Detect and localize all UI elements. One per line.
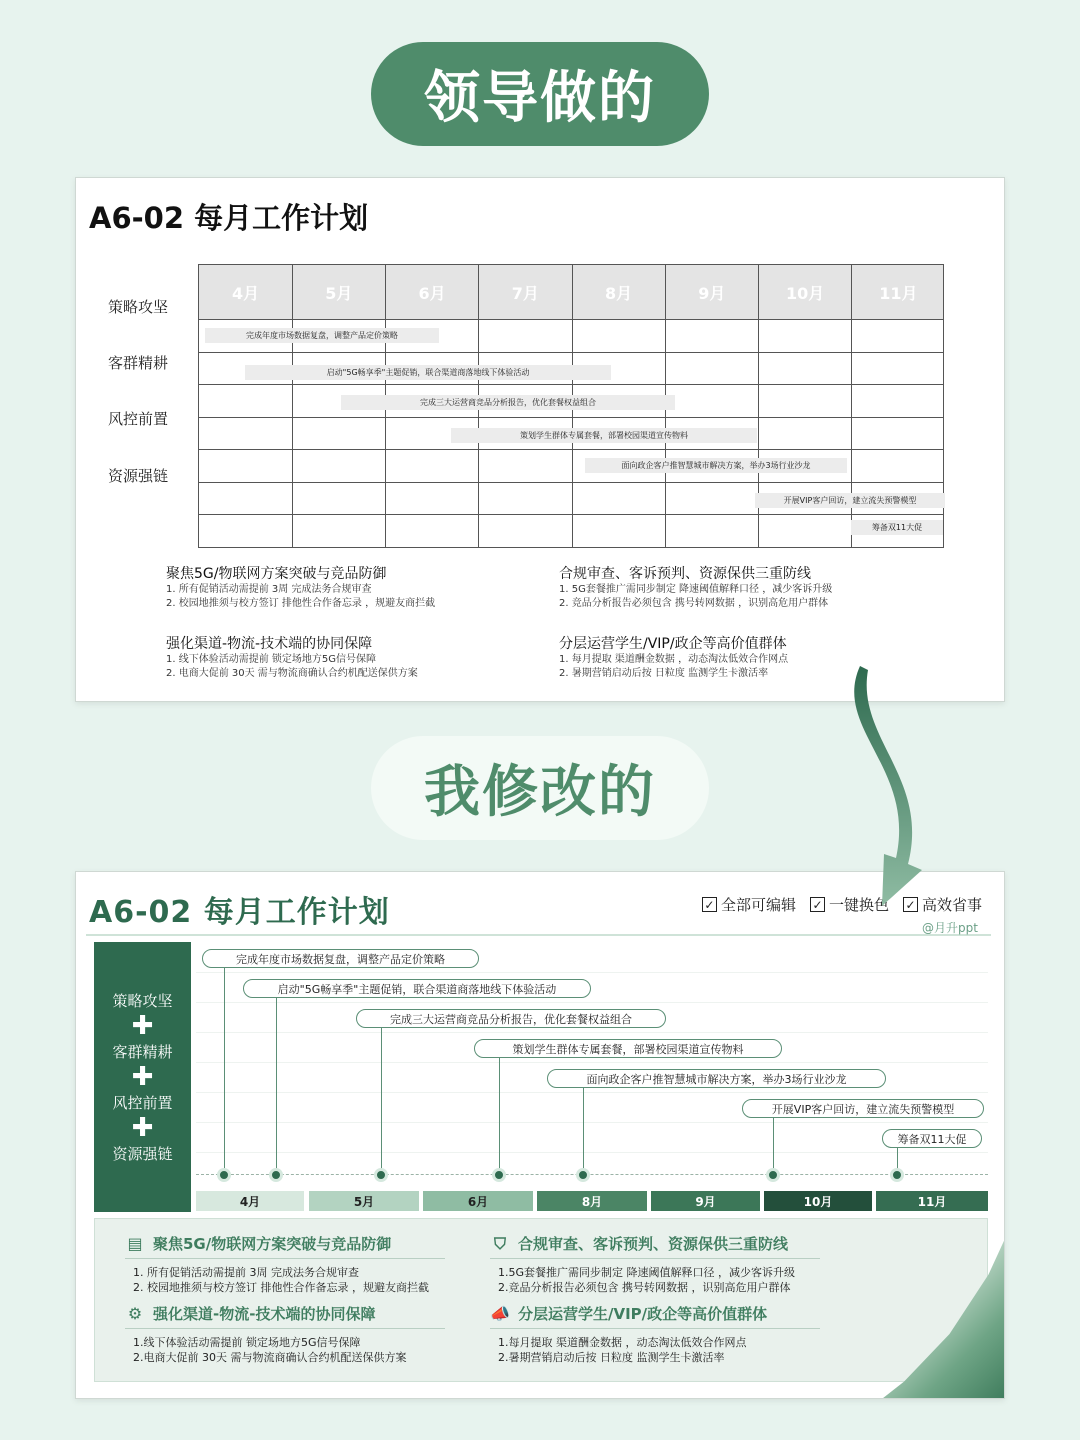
feature-tag-label: 一键换色 <box>828 896 889 914</box>
document-icon: ▤ <box>127 1234 143 1253</box>
checkbox-icon: ✓ <box>810 897 825 912</box>
note-heading: 合规审查、客诉预判、资源保供三重防线 <box>518 1235 789 1253</box>
old-category-2: 客群精耕 <box>108 354 169 372</box>
checkbox-icon: ✓ <box>702 897 717 912</box>
timeline-axis <box>196 1174 988 1175</box>
new-slide-title: A6-02 每月工作计划 <box>89 895 390 930</box>
note-line: 1. 所有促销活动需提前 3周 完成法务合规审查 <box>133 1266 359 1279</box>
note-heading: 分层运营学生/VIP/政企等高价值群体 <box>518 1305 768 1323</box>
old-note-heading: 分层运营学生/VIP/政企等高价值群体 <box>559 636 787 652</box>
note-line: 1.每月提取 渠道酬金数据 ，动态淘汰低效合作网点 <box>498 1336 747 1349</box>
old-category-1: 策略攻坚 <box>108 298 169 316</box>
old-slide-title: A6-02 每月工作计划 <box>89 201 369 235</box>
month-cell-11: 11月 <box>876 1191 988 1211</box>
category-label: 客群精耕 <box>112 1043 173 1061</box>
old-task-bar: 策划学生群体专属套餐，部署校园渠道宣传物料 <box>451 428 757 443</box>
timeline-event: 开展VIP客户回访，建立流失预警模型 <box>742 1099 984 1118</box>
old-month-3: 6月 <box>418 284 446 303</box>
note-section <box>490 1233 820 1295</box>
network-icon: ⚙ <box>127 1304 143 1323</box>
category-label: 风控前置 <box>112 1094 173 1112</box>
timeline-event: 完成年度市场数据复盘，调整产品定价策略 <box>202 949 479 968</box>
original-slide <box>75 177 1005 702</box>
curved-arrow-icon <box>838 658 928 918</box>
old-month-6: 9月 <box>698 284 726 303</box>
month-cell-5: 5月 <box>309 1191 419 1211</box>
feature-tag-label: 高效省事 <box>921 896 982 914</box>
old-note-1 <box>166 563 435 611</box>
leader-label: 领导做的 <box>371 42 709 146</box>
timeline-pin-icon <box>374 1168 388 1182</box>
mine-label: 我修改的 <box>371 736 709 840</box>
old-category-4: 资源强链 <box>108 467 169 485</box>
old-note-line: 1. 5G套餐推广需同步制定 降速阈值解释口径 ，减少客诉升级 <box>559 584 833 595</box>
old-month-1: 4月 <box>232 284 260 303</box>
old-note-line: 1. 线下体验活动需提前 锁定场地方5G信号保障 <box>166 654 377 665</box>
checkbox-icon: ✓ <box>903 897 918 912</box>
note-line: 1.5G套餐推广需同步制定 降速阈值解释口径 ，减少客诉升级 <box>498 1266 796 1279</box>
old-note-line: 2. 暑期营销启动后按 日粒度 监测学生卡激活率 <box>559 668 769 679</box>
old-task-bar: 面向政企客户推智慧城市解决方案，举办3场行业沙龙 <box>585 458 847 473</box>
timeline <box>196 942 988 1212</box>
old-gantt-grid <box>198 264 944 548</box>
timeline-pin-icon <box>217 1168 231 1182</box>
old-note-4 <box>559 633 788 681</box>
old-month-5: 8月 <box>605 284 633 303</box>
title-divider <box>86 934 991 936</box>
old-task-bar: 开展VIP客户回访，建立流失预警模型 <box>755 493 945 508</box>
old-task-bar: 启动"5G畅享季"主题促销，联合渠道商落地线下体验活动 <box>245 365 611 380</box>
old-note-heading: 合规审查、客诉预判、资源保供三重防线 <box>559 566 811 582</box>
old-note-3 <box>166 633 418 681</box>
category-label: 策略攻坚 <box>112 992 173 1010</box>
month-cell-4: 4月 <box>196 1191 304 1211</box>
month-cell-9: 9月 <box>651 1191 760 1211</box>
old-task-bar: 筹备双11大促 <box>851 520 943 535</box>
plus-icon: ✚ <box>131 1011 154 1041</box>
note-section <box>125 1233 445 1295</box>
old-task-bar: 完成三大运营商竞品分析报告，优化套餐权益组合 <box>341 395 675 410</box>
shield-icon: ⛉ <box>493 1233 506 1253</box>
timeline-pin-icon <box>766 1168 780 1182</box>
note-section <box>125 1303 445 1365</box>
timeline-event: 筹备双11大促 <box>882 1129 982 1148</box>
old-note-line: 2. 校园地推须与校方签订 排他性合作备忘录 ，规避友商拦截 <box>166 598 436 609</box>
note-line: 2. 校园地推须与校方签订 排他性合作备忘录 ，规避友商拦截 <box>133 1281 429 1294</box>
old-note-line: 2. 竞品分析报告必须包含 携号转网数据 ，识别高危用户群体 <box>559 598 829 609</box>
redesigned-slide <box>75 871 1005 1399</box>
old-note-line: 1. 所有促销活动需提前 3周 完成法务合规审查 <box>166 584 372 595</box>
note-line: 2.暑期营销启动后按 日粒度 监测学生卡激活率 <box>498 1351 725 1364</box>
month-cell-8: 8月 <box>537 1191 647 1211</box>
old-note-line: 1. 每月提取 渠道酬金数据 ，动态淘汰低效合作网点 <box>559 654 789 665</box>
timeline-event: 策划学生群体专属套餐，部署校园渠道宣传物料 <box>474 1039 782 1058</box>
notes-panel <box>94 1218 988 1382</box>
note-heading: 强化渠道-物流-技术端的协同保障 <box>153 1305 376 1323</box>
note-line: 1.线下体验活动需提前 锁定场地方5G信号保障 <box>133 1336 361 1349</box>
old-note-2 <box>559 563 832 611</box>
old-note-heading: 聚焦5G/物联网方案突破与竞品防御 <box>166 566 387 582</box>
timeline-pin-icon <box>492 1168 506 1182</box>
timeline-pin-icon <box>269 1168 283 1182</box>
feature-tag-label: 全部可编辑 <box>720 896 796 914</box>
timeline-pin-icon <box>890 1168 904 1182</box>
timeline-pin-icon <box>576 1168 590 1182</box>
old-note-line: 2. 电商大促前 30天 需与物流商确认合约机配送保供方案 <box>166 668 418 679</box>
timeline-event: 启动"5G畅享季"主题促销，联合渠道商落地线下体验活动 <box>243 979 591 998</box>
timeline-event: 面向政企客户推智慧城市解决方案，举办3场行业沙龙 <box>547 1069 886 1088</box>
old-month-8: 11月 <box>879 284 918 303</box>
old-note-heading: 强化渠道-物流-技术端的协同保障 <box>166 636 373 652</box>
old-month-4: 7月 <box>511 284 539 303</box>
megaphone-icon: 📣 <box>490 1304 510 1323</box>
note-heading: 聚焦5G/物联网方案突破与竞品防御 <box>153 1235 392 1253</box>
category-label: 资源强链 <box>112 1145 173 1163</box>
feature-tag <box>702 894 796 915</box>
timeline-event: 完成三大运营商竞品分析报告，优化套餐权益组合 <box>356 1009 666 1028</box>
note-line: 2.电商大促前 30天 需与物流商确认合约机配送保供方案 <box>133 1351 407 1364</box>
note-line: 2.竞品分析报告必须包含 携号转网数据 ，识别高危用户群体 <box>498 1281 791 1294</box>
category-column <box>94 942 191 1212</box>
old-month-7: 10月 <box>785 284 825 303</box>
plus-icon: ✚ <box>131 1062 154 1092</box>
month-cell-10: 10月 <box>764 1191 872 1211</box>
note-section <box>490 1303 820 1365</box>
brand-watermark: @月升ppt <box>922 921 978 935</box>
old-task-bar: 完成年度市场数据复盘，调整产品定价策略 <box>205 328 439 343</box>
old-month-2: 5月 <box>325 284 353 303</box>
month-cell-6: 6月 <box>423 1191 533 1211</box>
old-category-3: 风控前置 <box>108 410 169 428</box>
plus-icon: ✚ <box>131 1113 154 1143</box>
